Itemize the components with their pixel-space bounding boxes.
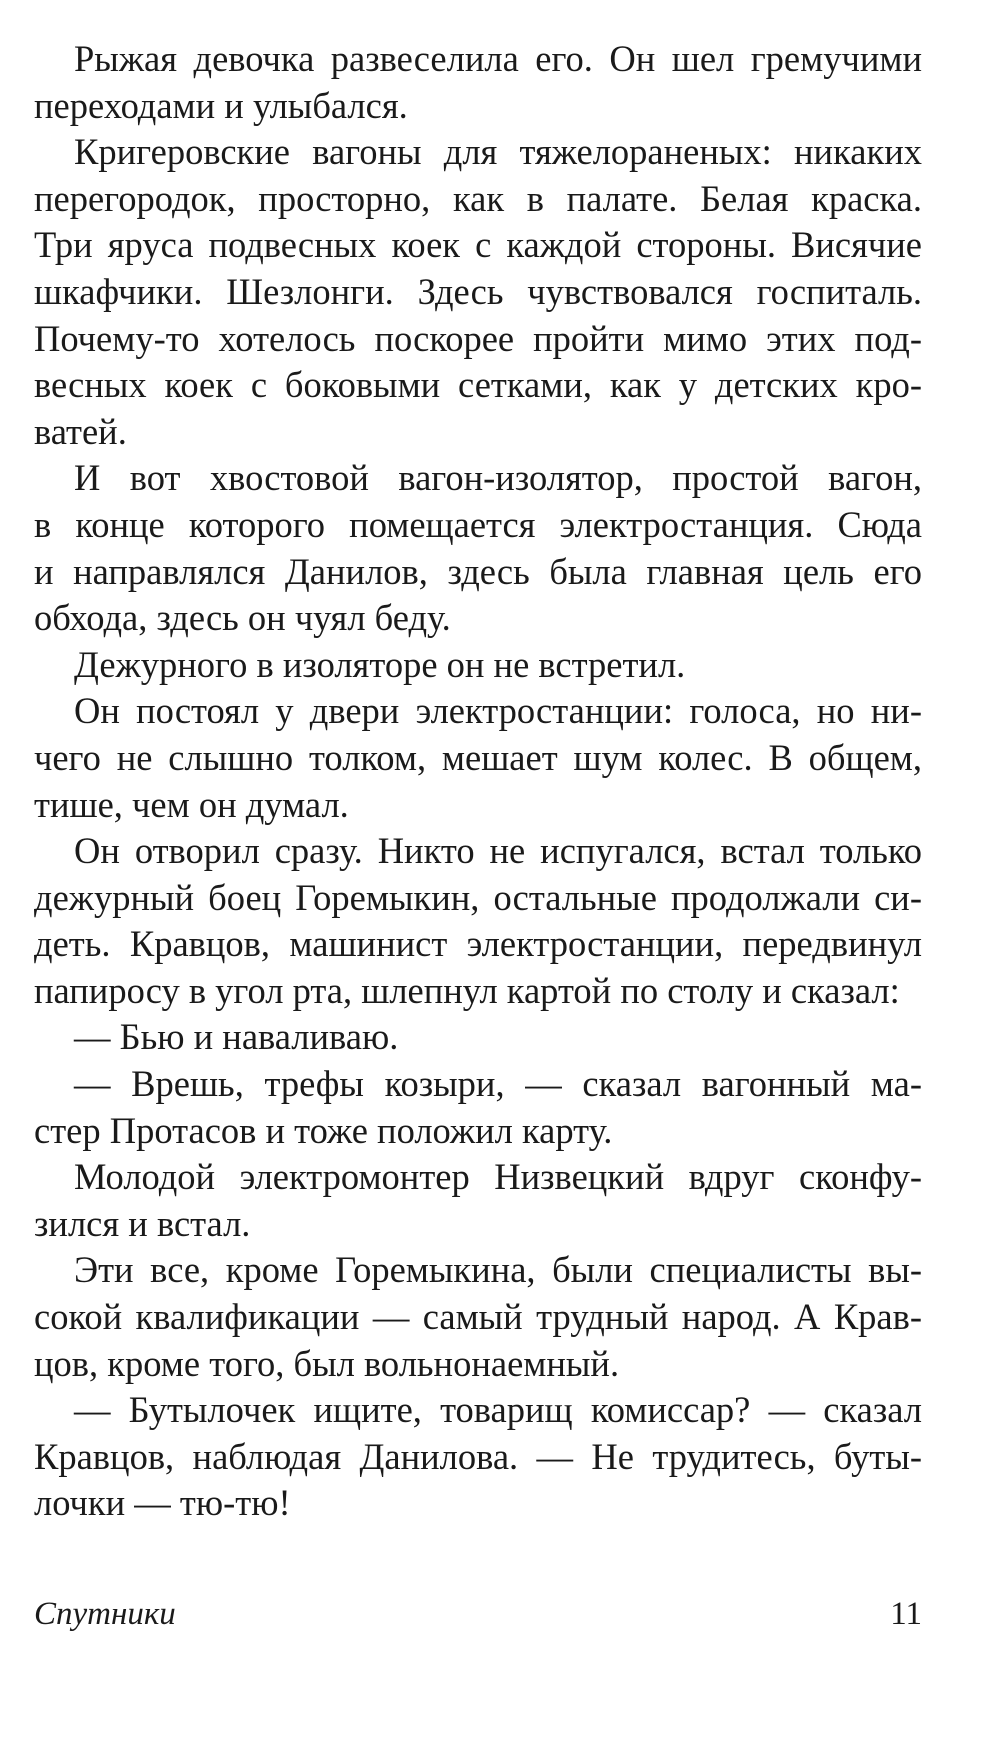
text-line: лочки — тю-тю! [34,1482,291,1524]
paragraph [34,1247,922,1387]
text-line: — Врешь, трефы козыри, — сказал вагонный ма- [74,1063,922,1105]
text-line: деть. Кравцов, машинист электростанции, передвинул [34,923,922,965]
text-line: Кригеровские вагоны для тяжелораненых: никаких [74,131,922,173]
text-line: Дежурного в изоляторе он не встретил. [74,643,686,685]
body-text [34,36,922,1527]
text-line: И вот хвостовой вагон-изолятор, простой вагон, [74,457,922,499]
paragraph [34,1154,922,1247]
paragraph [34,828,922,1014]
text-line: Эти все, кроме Горемыкина, были специалисты вы- [74,1249,922,1291]
text-line: — Бутылочек ищите, товарищ комиссар? — сказал [74,1389,922,1431]
text-line: сокой квалификации — самый трудный народ. А Крав- [34,1296,922,1338]
page-number: 11 [890,1596,922,1632]
text-line: дежурный боец Горемыкин, остальные продолжали си- [34,876,922,918]
paragraph [34,455,922,641]
text-line: Почему-то хотелось поскорее пройти мимо этих под- [34,317,922,359]
paragraph [34,129,922,455]
text-line: Кравцов, наблюдая Данилова. — Не трудитесь, буты- [34,1435,922,1477]
text-line: цов, кроме того, был вольнонаемный. [34,1342,620,1384]
text-line: — Бью и наваливаю. [74,1016,399,1058]
text-line: ватей. [34,410,127,452]
text-line: переходами и улыбался. [34,84,408,126]
text-line: перегородок, просторно, как в палате. Белая краска. [34,177,922,219]
text-line: Рыжая девочка развеселила его. Он шел гремучими [74,38,922,79]
text-line: Три яруса подвесных коек с каждой стороны. Висячие [34,224,922,266]
text-line: в конце которого помещается электростанция. Сюда [34,503,922,545]
paragraph [34,1014,922,1061]
text-line: папиросу в угол рта, шлепнул картой по столу и сказал: [34,969,900,1011]
paragraph [34,1061,922,1154]
text-line: стер Протасов и тоже положил карту. [34,1109,613,1151]
text-line: Молодой электромонтер Низвецкий вдруг сконфу- [74,1156,922,1198]
text-line: весных коек с боковыми сетками, как у детских кро- [34,364,922,406]
text-line: чего не слышно толком, мешает шум колес. В общем, [34,736,922,778]
text-line: шкафчики. Шезлонги. Здесь чувствовался госпиталь. [34,270,922,312]
text-line: зился и встал. [34,1202,251,1244]
text-line: Он отворил сразу. Никто не испугался, встал только [74,830,922,872]
paragraph [34,688,922,828]
text-line: Он постоял у двери электростанции: голоса, но ни- [74,690,922,732]
text-line: тише, чем он думал. [34,783,349,825]
running-title: Спутники [34,1596,176,1632]
paragraph [34,36,922,129]
text-line: и направлялся Данилов, здесь была главная цель его [34,550,922,592]
paragraph [34,642,922,689]
paragraph [34,1387,922,1527]
page-footer [34,1590,922,1640]
text-line: обхода, здесь он чуял беду. [34,597,451,639]
